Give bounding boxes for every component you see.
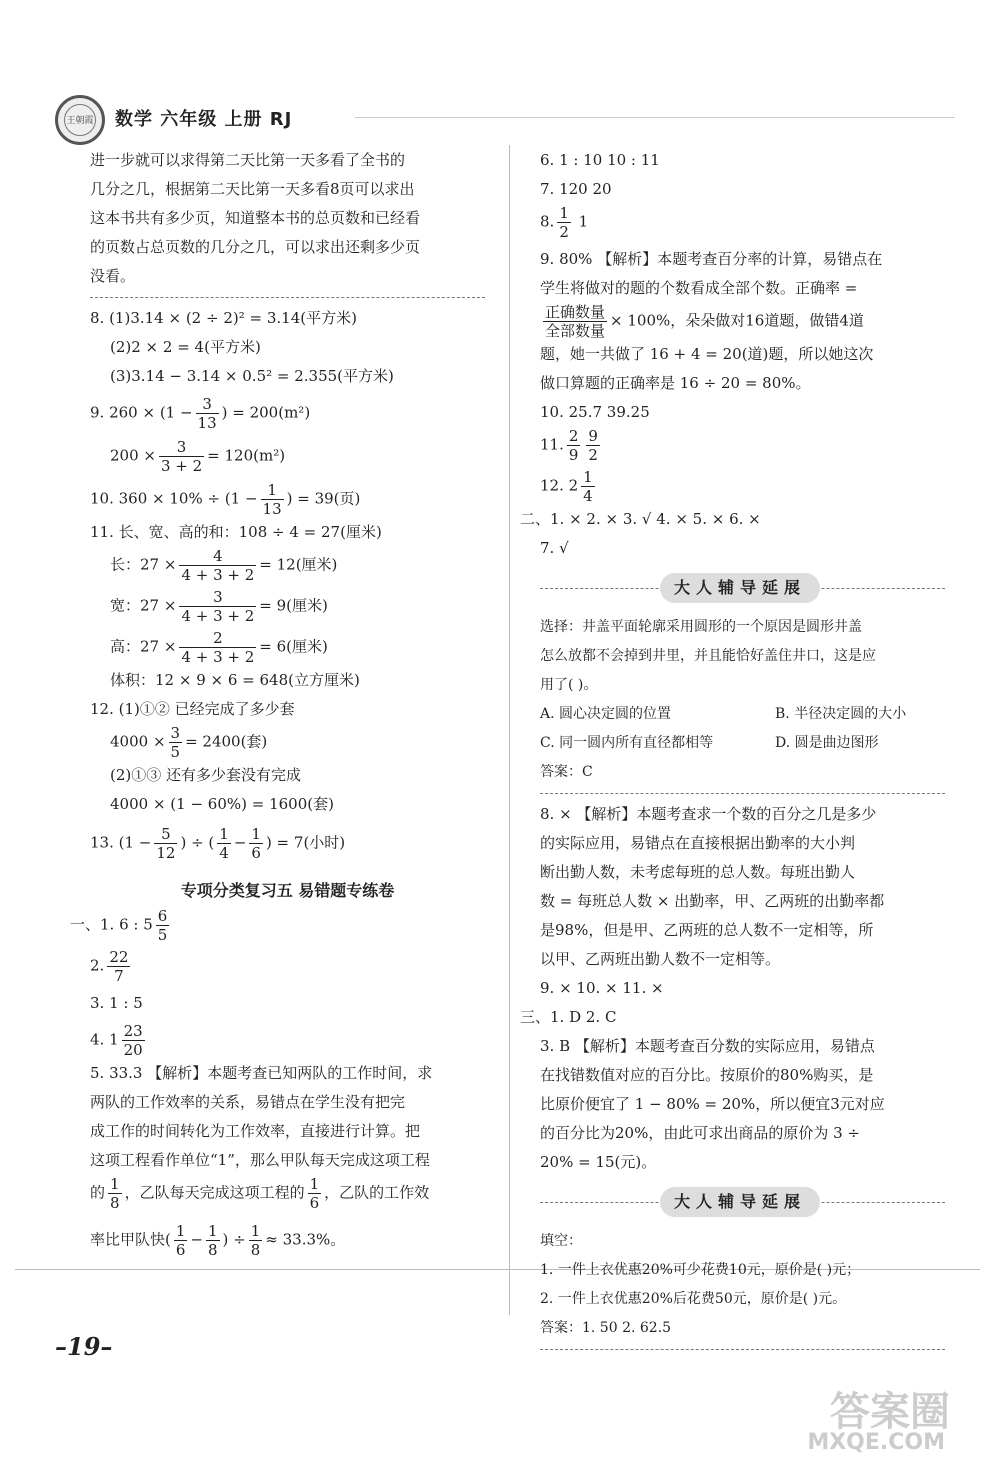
answer-r7: 7. 120 20 — [540, 180, 612, 198]
answer-r8b: 8. × 【解析】本题考查求一个数的百分之几是多少 的实际应用，易错点在直接根据出勤率的大小判 断出勤人数，未考虑每班的总人数。每班出勤人 数 = 每班总人数 × 出勤率，甲、乙两班的出勤率都 是98%，但是甲、乙两班的总人数不一定相等，所 以甲、乙两班出勤人数不一定相等。 — [540, 805, 885, 968]
answer-12-c: (2)①③ 还有多少套没有完成 — [110, 766, 302, 784]
answer-r3b: 3. B 【解析】本题考查百分数的实际应用，易错点 在找错数值对应的百分比。按原价的80%购买，是 比原价便宜了 1 − 80% = 20%，所以便宜3元对应 的百分比为20%，由此可求出商品的原价为 3 ÷ 20% = 15(元)。 — [540, 1037, 885, 1171]
extension-question-2: 填空： 1. 一件上衣优惠20%可少花费10元，原价是( )元； 2. 一件上衣优惠20%后花费50元，原价是( )元。 答案：1. 50 2. 62.5 — [540, 1233, 861, 1336]
logo-text: 王朝霞 — [64, 104, 96, 136]
header-title: 数学 六年级 上册 RJ — [115, 109, 293, 130]
answer-s1: 一、1. 6 : 5 $\frac{6}{5}$ — [70, 907, 168, 944]
divider — [90, 297, 485, 298]
answer-r11: 11. $\frac{2}{9}$ $\frac{9}{2}$ — [540, 427, 598, 464]
answer-12: 12. (1)①② 已经完成了多少套 — [90, 700, 295, 718]
answer-section-two: 二、1. × 2. × 3. √ 4. × 5. × 6. × — [520, 510, 761, 528]
logo — [55, 95, 105, 145]
answer-11: 11. 长、宽、高的和：108 ÷ 4 = 27(厘米) — [90, 523, 382, 541]
answer-r10: 10. 25.7 39.25 — [540, 403, 650, 421]
answer-11-width: 宽：27 × $\frac{3}{4 + 3 + 2}$ = 9(厘米) — [110, 588, 328, 625]
answer-s5: 5. 33.3 【解析】本题考查已知两队的工作时间，求 两队的工作效率的关系，易错点在学生没有把完 成工作的时间转化为工作效率，直接进行计算。把 这项工程看作单位“1”，那么甲队每天完成这项工程 的 $\frac{1}{8}$ ，乙队每天完成这项工程的 $\frac{1}{6}$ ，乙队的工作效 率比甲队快( $\frac{1}{6}$ − $\frac{1}{8}$ ) ÷ $\frac{1}{8}$ ≈ 33.3%。 — [90, 1064, 433, 1259]
answer-8-3: (3)3.14 − 3.14 × 0.5² = 2.355(平方米) — [110, 367, 394, 385]
answer-section-three: 三、1. D 2. C — [520, 1008, 617, 1026]
answer-12-b: 4000 × $\frac{3}{5}$ = 2400(套) — [110, 724, 268, 761]
answer-two-7: 7. √ — [540, 539, 569, 557]
answer-r12: 12. 2 $\frac{1}{4}$ — [540, 468, 593, 505]
watermark-logo: 答案圈 — [830, 1389, 950, 1435]
header-rule — [355, 117, 955, 118]
page-header — [55, 95, 975, 145]
answer-9b: 200 × $\frac{3}{3 + 2}$ = 120(m²) — [110, 438, 286, 475]
answer-12-d: 4000 × (1 − 60%) = 1600(套) — [110, 795, 334, 813]
page-number: –19– — [55, 1332, 113, 1361]
answer-8-2: (2)2 × 2 = 4(平方米) — [110, 338, 261, 356]
answer-r9b: 9. × 10. × 11. × — [540, 979, 664, 997]
watermark-url: MXQE.COM — [807, 1430, 945, 1455]
extension-banner: 大人辅导延展 — [540, 571, 945, 605]
divider — [540, 793, 945, 794]
answer-9a: 9. 260 × (1 − $\frac{3}{13}$ ) = 200(m²) — [90, 395, 311, 432]
answer-r6: 6. 1 : 10 10 : 11 — [540, 151, 660, 169]
right-column — [520, 146, 945, 1356]
answer-r8: 8. $\frac{1}{2}$ 1 — [540, 204, 589, 241]
divider — [540, 1349, 945, 1350]
answer-13: 13. (1 − $\frac{5}{12}$ ) ÷ ( $\frac{1}{4}$ − $\frac{1}{6}$ ) = 7(小时) — [90, 825, 346, 862]
answer-10: 10. 360 × 10% ÷ (1 − $\frac{1}{13}$ ) = 39(页) — [90, 481, 361, 518]
extension-question-1: 选择：井盖平面轮廓采用圆形的一个原因是圆形井盖 怎么放都不会掉到井里，并且能恰好盖住井口，这是应 用了( )。 A. 圆心决定圆的位置 B. 半径决定圆的大小 C. 同一圆内所有直径都相等 D. 圆是曲边图形 答案：C — [540, 619, 907, 780]
intro-text: 进一步就可以求得第二天比第一天多看了全书的 几分之几，根据第二天比第一天多看8页可以求出 这本书共有多少页，知道整本书的总页数和已经看 的页数占总页数的几分之几，可以求出还剩多少页 没看。 — [90, 151, 421, 285]
answer-r9: 9. 80% 【解析】本题考查百分率的计算，易错点在 学生将做对的题的个数看成全部个数。正确率 = $\frac{\text{正确数量}}{\text{全部数量}}$ × 100%，朵朵做对16道题，做错4道 题，她一共做了 16 + 4 = 20(道)题，所以她这次 做口算题的正确率是 16 ÷ 20 = 80%。 — [540, 250, 883, 392]
answer-s3: 3. 1 : 5 — [90, 994, 143, 1012]
answer-s2: 2. $\frac{22}{7}$ — [90, 948, 129, 985]
left-column — [70, 146, 485, 1259]
answer-11-length: 长：27 × $\frac{4}{4 + 3 + 2}$ = 12(厘米) — [110, 547, 338, 584]
answer-11-volume: 体积：12 × 9 × 6 = 648(立方厘米) — [110, 671, 360, 689]
section-title: 专项分类复习五 易错题专练卷 — [180, 881, 395, 900]
extension-banner-2: 大人辅导延展 — [540, 1185, 945, 1219]
answer-8-1: 8. (1)3.14 × (2 ÷ 2)² = 3.14(平方米) — [90, 309, 357, 327]
column-divider — [509, 145, 510, 1315]
answer-s4: 4. 1 $\frac{23}{20}$ — [90, 1022, 143, 1059]
answer-11-height: 高：27 × $\frac{2}{4 + 3 + 2}$ = 6(厘米) — [110, 629, 328, 666]
